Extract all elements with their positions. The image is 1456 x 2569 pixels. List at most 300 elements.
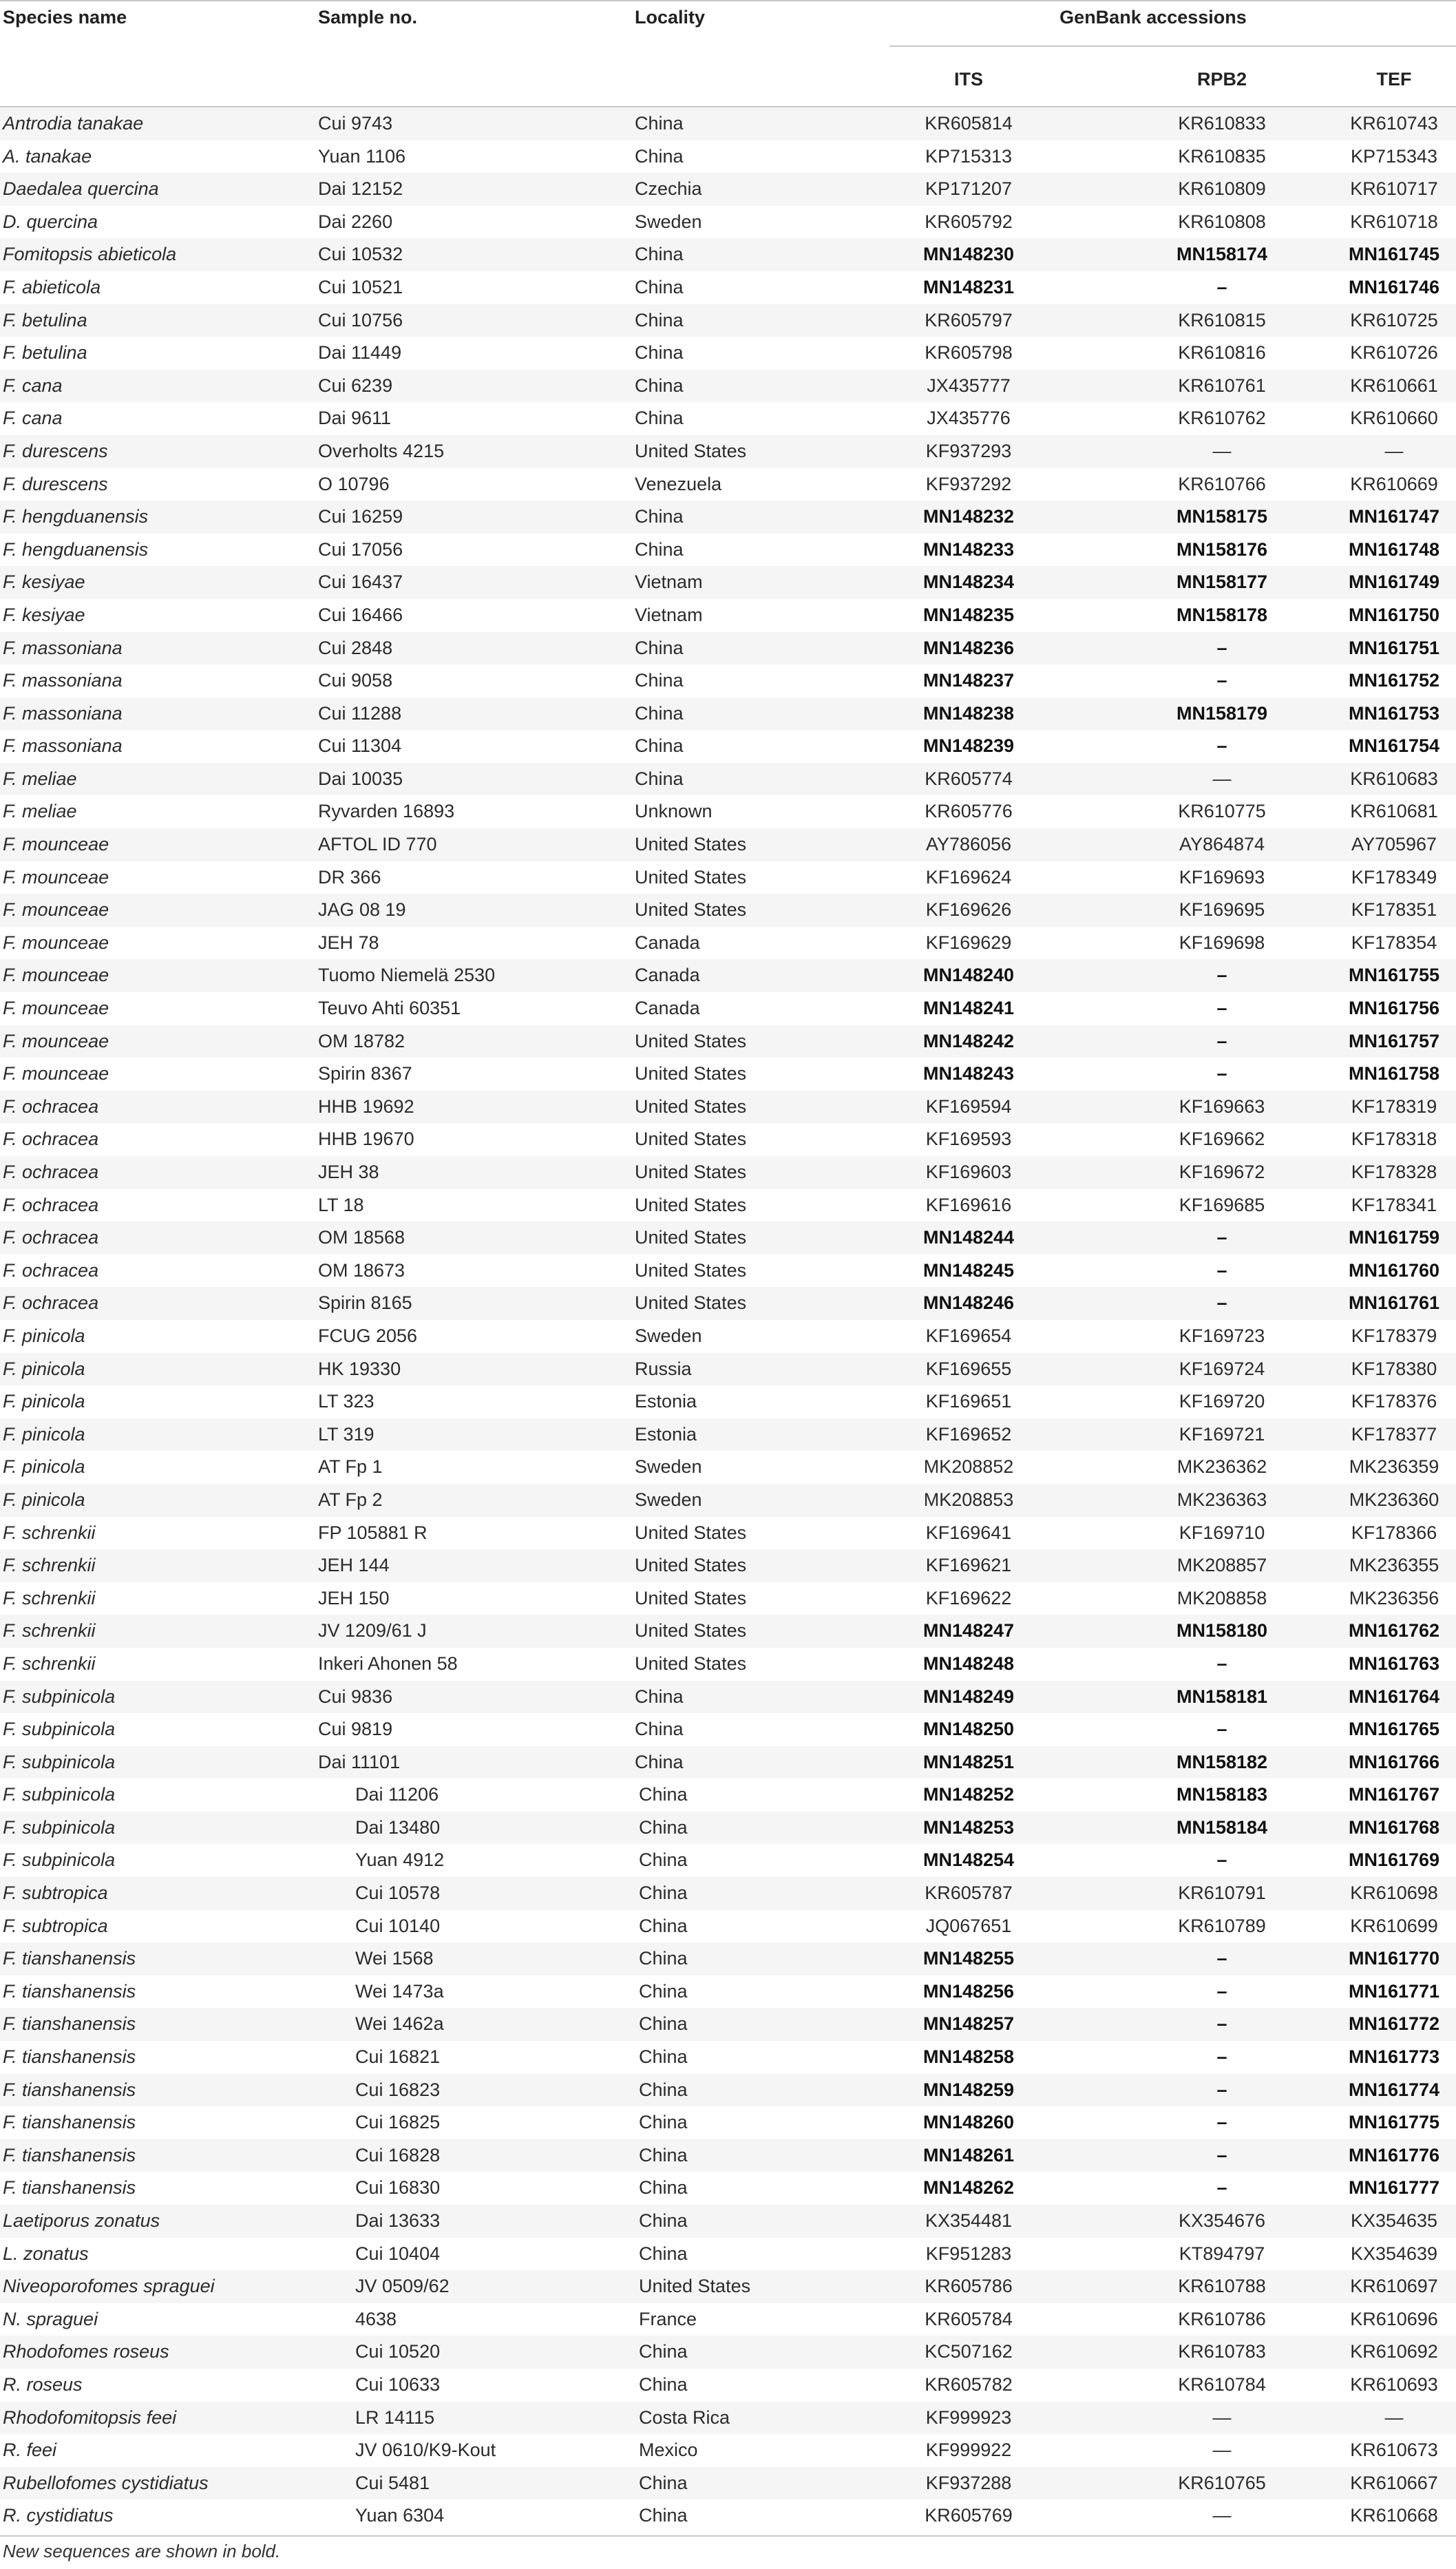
table-row bbox=[0, 730, 1456, 763]
tef-cell: KR610698 bbox=[1350, 1883, 1438, 1904]
species-cell: A. tanakae bbox=[3, 145, 92, 167]
rpb2-cell: KR610786 bbox=[1178, 2308, 1266, 2329]
its-cell: MN148231 bbox=[922, 276, 1015, 297]
its-cell: KF937288 bbox=[925, 2472, 1012, 2493]
sample-cell: Wei 1462a bbox=[355, 2013, 444, 2035]
header-its: ITS bbox=[953, 69, 983, 90]
rpb2-cell: KF169693 bbox=[1179, 866, 1265, 888]
species-cell: F. kesiyae bbox=[3, 604, 85, 625]
its-cell: AY786056 bbox=[925, 834, 1012, 855]
its-cell: MN148260 bbox=[922, 2112, 1015, 2133]
its-cell: KR605787 bbox=[925, 1883, 1013, 1904]
species-cell: F. massoniana bbox=[3, 702, 123, 724]
sample-cell: Spirin 8367 bbox=[318, 1063, 412, 1084]
its-cell: MN148230 bbox=[922, 244, 1015, 265]
sample-cell: Dai 11101 bbox=[318, 1751, 401, 1772]
tef-cell: KF178366 bbox=[1351, 1522, 1437, 1543]
its-cell: JQ067651 bbox=[925, 1915, 1012, 1936]
species-cell: F. mounceae bbox=[3, 965, 109, 986]
sample-cell: Dai 2260 bbox=[318, 211, 393, 232]
species-cell: F. schrenkii bbox=[3, 1555, 96, 1576]
species-cell: F. tianshanensis bbox=[3, 1980, 136, 2002]
table-row bbox=[0, 1353, 1456, 1386]
species-cell: F. tianshanensis bbox=[3, 2112, 136, 2133]
rpb2-cell: – bbox=[1216, 1719, 1227, 1740]
sample-cell: Wei 1568 bbox=[355, 1948, 434, 1969]
locality-cell: China bbox=[639, 2112, 688, 2133]
its-cell: KF169594 bbox=[925, 1095, 1012, 1117]
locality-cell: China bbox=[639, 2210, 688, 2231]
rpb2-cell: – bbox=[1216, 2112, 1227, 2133]
sample-cell: Cui 6239 bbox=[318, 375, 393, 396]
its-cell: MN148258 bbox=[922, 2046, 1015, 2068]
table-row bbox=[0, 206, 1456, 239]
locality-cell: China bbox=[635, 408, 684, 429]
rpb2-cell: – bbox=[1216, 276, 1227, 297]
locality-cell: China bbox=[639, 2505, 688, 2526]
sample-cell: JV 0509/62 bbox=[355, 2276, 450, 2297]
its-cell: MN148247 bbox=[922, 1620, 1015, 1642]
locality-cell: China bbox=[639, 2243, 688, 2264]
its-cell: MN148237 bbox=[922, 670, 1015, 691]
species-cell: F. ochracea bbox=[3, 1259, 99, 1281]
its-cell: KF169616 bbox=[925, 1194, 1012, 1215]
table-row bbox=[0, 1221, 1456, 1255]
table-row bbox=[0, 337, 1456, 370]
its-cell: KF169655 bbox=[925, 1358, 1012, 1379]
species-cell: F. meliae bbox=[3, 768, 77, 789]
sample-cell: Tuomo Niemelä 2530 bbox=[318, 965, 496, 986]
table-row bbox=[0, 698, 1456, 731]
tef-cell: MN161749 bbox=[1348, 572, 1440, 593]
table-row bbox=[0, 173, 1456, 206]
locality-cell: China bbox=[635, 145, 684, 167]
species-cell: F. subtropica bbox=[3, 1883, 108, 1904]
rpb2-cell: KR610809 bbox=[1178, 178, 1266, 200]
footnote: New sequences are shown in bold. bbox=[3, 2541, 281, 2561]
rpb2-cell: — bbox=[1212, 768, 1232, 789]
its-cell: KF169654 bbox=[925, 1325, 1012, 1346]
locality-cell: China bbox=[635, 1686, 684, 1707]
sample-cell: Cui 16825 bbox=[355, 2112, 441, 2133]
its-cell: KF937292 bbox=[925, 473, 1012, 494]
sample-cell: Cui 16259 bbox=[318, 506, 403, 527]
rpb2-cell: MN158182 bbox=[1176, 1751, 1268, 1772]
tef-cell: KF178318 bbox=[1351, 1129, 1437, 1150]
its-cell: MN148259 bbox=[922, 2079, 1015, 2100]
table-row bbox=[0, 1648, 1456, 1681]
sample-cell: Dai 13480 bbox=[355, 1816, 441, 1838]
sample-cell: FCUG 2056 bbox=[318, 1325, 418, 1346]
locality-cell: China bbox=[635, 538, 684, 560]
tef-cell: MN161753 bbox=[1348, 702, 1440, 724]
its-cell: MN148255 bbox=[922, 1948, 1015, 1969]
species-cell: F. subpinicola bbox=[3, 1816, 116, 1838]
locality-cell: United States bbox=[635, 1162, 747, 1182]
table-row bbox=[0, 1418, 1456, 1451]
table-row bbox=[0, 1910, 1456, 1943]
species-cell: Niveoporofomes spraguei bbox=[3, 2276, 215, 2297]
table-row bbox=[0, 2041, 1456, 2074]
species-cell: F. mounceae bbox=[3, 1063, 109, 1084]
tef-cell: KR610726 bbox=[1350, 342, 1438, 364]
table-row bbox=[0, 2303, 1456, 2336]
its-cell: KF999923 bbox=[925, 2407, 1012, 2428]
rpb2-cell: – bbox=[1216, 1030, 1227, 1051]
locality-cell: United States bbox=[635, 866, 747, 888]
table-row bbox=[0, 402, 1456, 435]
sample-cell: Cui 10756 bbox=[318, 309, 403, 331]
rpb2-cell: MN158180 bbox=[1176, 1620, 1268, 1642]
rpb2-cell: – bbox=[1216, 637, 1227, 658]
table-row bbox=[0, 1844, 1456, 1877]
its-cell: MN148257 bbox=[922, 2013, 1015, 2035]
sample-cell: Cui 9836 bbox=[318, 1686, 393, 1707]
sample-cell: AT Fp 2 bbox=[318, 1489, 383, 1510]
sample-cell: JV 0610/K9-Kout bbox=[355, 2440, 496, 2461]
locality-cell: Czechia bbox=[635, 178, 702, 200]
tef-cell: MN161755 bbox=[1348, 965, 1440, 986]
rpb2-cell: MN158183 bbox=[1176, 1784, 1268, 1805]
tef-cell: MN161777 bbox=[1348, 2177, 1440, 2199]
species-cell: F. pinicola bbox=[3, 1358, 85, 1379]
rpb2-cell: – bbox=[1216, 2046, 1227, 2068]
sample-cell: AT Fp 1 bbox=[318, 1456, 383, 1478]
species-cell: F. ochracea bbox=[3, 1095, 99, 1117]
locality-cell: China bbox=[635, 244, 684, 265]
sample-cell: Inkeri Ahonen 58 bbox=[318, 1653, 458, 1674]
sample-cell: Cui 16823 bbox=[355, 2079, 441, 2100]
header-tef: TEF bbox=[1376, 69, 1412, 90]
locality-cell: China bbox=[639, 2013, 688, 2035]
species-cell: F. ochracea bbox=[3, 1227, 99, 1248]
table-row bbox=[0, 1713, 1456, 1746]
sample-cell: Cui 16828 bbox=[355, 2144, 441, 2166]
rpb2-cell: KR610788 bbox=[1178, 2276, 1266, 2297]
rpb2-cell: KF169695 bbox=[1179, 899, 1265, 921]
species-cell: F. subpinicola bbox=[3, 1751, 116, 1772]
rpb2-cell: MN158176 bbox=[1176, 538, 1268, 560]
rpb2-cell: KR610835 bbox=[1178, 145, 1266, 167]
locality-cell: United States bbox=[635, 1555, 747, 1576]
table-row bbox=[0, 1615, 1456, 1648]
locality-cell: China bbox=[639, 2373, 688, 2395]
locality-cell: United States bbox=[635, 1587, 747, 1608]
sample-cell: HHB 19692 bbox=[318, 1095, 414, 1117]
table-row bbox=[0, 2106, 1456, 2139]
its-cell: MN148249 bbox=[922, 1686, 1015, 1707]
locality-cell: China bbox=[635, 768, 684, 789]
rpb2-cell: KF169698 bbox=[1179, 932, 1265, 953]
locality-cell: Vietnam bbox=[635, 604, 703, 625]
tef-cell: KR610699 bbox=[1350, 1915, 1438, 1936]
locality-cell: China bbox=[635, 276, 684, 297]
table-row bbox=[0, 1287, 1456, 1320]
tef-cell: MN161750 bbox=[1348, 604, 1440, 625]
its-cell: KF999922 bbox=[925, 2440, 1012, 2461]
locality-cell: China bbox=[639, 1849, 688, 1871]
rpb2-cell: MN158175 bbox=[1176, 506, 1268, 527]
species-cell: F. schrenkii bbox=[3, 1522, 96, 1543]
its-cell: KF169629 bbox=[925, 932, 1012, 953]
sample-cell: LT 18 bbox=[318, 1194, 364, 1215]
sample-cell: Cui 2848 bbox=[318, 637, 393, 658]
table-row bbox=[0, 2238, 1456, 2271]
sample-cell: Cui 10633 bbox=[355, 2373, 441, 2395]
its-cell: MN148239 bbox=[922, 735, 1015, 757]
sample-cell: Cui 10578 bbox=[355, 1883, 441, 1904]
its-cell: MN148261 bbox=[922, 2144, 1015, 2166]
tef-cell: MN161775 bbox=[1348, 2112, 1440, 2133]
tef-cell: KR610661 bbox=[1350, 375, 1438, 396]
sample-cell: Cui 16466 bbox=[318, 604, 403, 625]
locality-cell: United States bbox=[635, 1063, 747, 1084]
table-row bbox=[0, 2139, 1456, 2172]
table-row bbox=[0, 2074, 1456, 2107]
rpb2-cell: MK236362 bbox=[1177, 1456, 1267, 1478]
species-cell: F. pinicola bbox=[3, 1489, 85, 1510]
tef-cell: KF178328 bbox=[1351, 1162, 1437, 1182]
locality-cell: United States bbox=[635, 1030, 747, 1051]
rpb2-cell: KR610816 bbox=[1178, 342, 1266, 364]
tef-cell: MN161745 bbox=[1348, 244, 1440, 265]
its-cell: KF951283 bbox=[925, 2243, 1012, 2264]
tef-cell: KP715343 bbox=[1350, 145, 1438, 167]
sample-cell: OM 18673 bbox=[318, 1259, 405, 1281]
rpb2-cell: – bbox=[1216, 2079, 1227, 2100]
locality-cell: China bbox=[639, 2079, 688, 2100]
sample-cell: Cui 5481 bbox=[355, 2472, 430, 2493]
its-cell: MN148244 bbox=[922, 1227, 1015, 1248]
tef-cell: MN161756 bbox=[1348, 998, 1440, 1019]
species-cell: Rhodofomitopsis feei bbox=[3, 2407, 177, 2428]
header-rpb2: RPB2 bbox=[1196, 69, 1247, 90]
its-cell: KF169652 bbox=[925, 1423, 1012, 1445]
locality-cell: China bbox=[635, 702, 684, 724]
sample-cell: Yuan 1106 bbox=[318, 145, 406, 167]
table-row bbox=[0, 632, 1456, 665]
table-row bbox=[0, 959, 1456, 992]
rpb2-cell: KF169721 bbox=[1179, 1423, 1265, 1445]
locality-cell: United States bbox=[635, 899, 747, 921]
tef-cell: MN161767 bbox=[1348, 1784, 1440, 1805]
tef-cell: MN161772 bbox=[1348, 2013, 1440, 2035]
table-row bbox=[0, 2369, 1456, 2402]
locality-cell: China bbox=[635, 113, 684, 134]
its-cell: KR605797 bbox=[925, 309, 1013, 331]
sample-cell: JEH 144 bbox=[318, 1555, 390, 1576]
tef-cell: KR610683 bbox=[1350, 768, 1438, 789]
rpb2-cell: MN158177 bbox=[1176, 572, 1268, 593]
its-cell: KR605784 bbox=[925, 2308, 1013, 2329]
rpb2-cell: – bbox=[1216, 1063, 1227, 1084]
locality-cell: Mexico bbox=[639, 2440, 698, 2461]
rpb2-cell: KF169672 bbox=[1179, 1162, 1265, 1182]
its-cell: MN148256 bbox=[922, 1980, 1015, 2002]
species-cell: F. subpinicola bbox=[3, 1849, 116, 1871]
table-row bbox=[0, 1255, 1456, 1288]
rpb2-cell: KR610791 bbox=[1178, 1883, 1266, 1904]
its-cell: MN148233 bbox=[922, 538, 1015, 560]
locality-cell: United States bbox=[635, 1194, 747, 1215]
locality-cell: China bbox=[639, 1948, 688, 1969]
its-cell: MN148235 bbox=[922, 604, 1015, 625]
rpb2-cell: KR610775 bbox=[1178, 801, 1266, 822]
rpb2-cell: MK208858 bbox=[1177, 1587, 1267, 1608]
species-cell: F. tianshanensis bbox=[3, 1948, 136, 1969]
sample-cell: Dai 10035 bbox=[318, 768, 403, 789]
table-row bbox=[0, 2008, 1456, 2041]
header-locality: Locality bbox=[635, 7, 706, 28]
table-row bbox=[0, 566, 1456, 599]
locality-cell: China bbox=[639, 1915, 688, 1936]
locality-cell: China bbox=[635, 375, 684, 396]
locality-cell: United States bbox=[635, 1227, 747, 1248]
tef-cell: KF178341 bbox=[1351, 1194, 1437, 1215]
table-row bbox=[0, 2205, 1456, 2238]
header-species: Species name bbox=[3, 7, 127, 28]
rpb2-cell: KR610808 bbox=[1178, 211, 1266, 232]
rpb2-cell: – bbox=[1216, 2144, 1227, 2166]
locality-cell: United States bbox=[635, 1653, 747, 1674]
species-cell: Daedalea quercina bbox=[3, 178, 159, 200]
tef-cell: KR610696 bbox=[1350, 2308, 1438, 2329]
table-row bbox=[0, 927, 1456, 960]
table-row bbox=[0, 828, 1456, 861]
rpb2-cell: – bbox=[1216, 1292, 1227, 1314]
species-cell: F. mounceae bbox=[3, 932, 109, 953]
species-cell: F. schrenkii bbox=[3, 1620, 96, 1642]
its-cell: KR605798 bbox=[925, 342, 1013, 364]
sample-cell: Overholts 4215 bbox=[318, 440, 445, 461]
rpb2-cell: MK236363 bbox=[1177, 1489, 1267, 1510]
tef-cell: KF178376 bbox=[1351, 1391, 1437, 1412]
rpb2-cell: KR610789 bbox=[1178, 1915, 1266, 1936]
top-rule bbox=[0, 0, 1456, 1]
table-row bbox=[0, 271, 1456, 304]
species-cell: Rubellofomes cystidiatus bbox=[3, 2472, 209, 2493]
table-row bbox=[0, 992, 1456, 1025]
sample-cell: Cui 16437 bbox=[318, 572, 403, 593]
species-cell: F. ochracea bbox=[3, 1129, 99, 1150]
species-cell: F. cana bbox=[3, 375, 63, 396]
table-row bbox=[0, 1091, 1456, 1124]
locality-cell: Estonia bbox=[635, 1391, 697, 1412]
rpb2-cell: – bbox=[1216, 2177, 1227, 2199]
tef-cell: KR610743 bbox=[1350, 113, 1438, 134]
its-cell: MN148254 bbox=[922, 1849, 1015, 1871]
sample-cell: Dai 12152 bbox=[318, 178, 403, 200]
table-row bbox=[0, 2270, 1456, 2303]
tef-cell: MK236359 bbox=[1349, 1456, 1439, 1478]
rpb2-cell: KR610784 bbox=[1178, 2373, 1266, 2395]
rpb2-cell: KT894797 bbox=[1179, 2243, 1265, 2264]
table-row bbox=[0, 1812, 1456, 1845]
species-cell: R. cystidiatus bbox=[3, 2505, 114, 2526]
table-row bbox=[0, 1025, 1456, 1058]
its-cell: MN148242 bbox=[922, 1030, 1015, 1051]
table-row bbox=[0, 107, 1456, 140]
species-cell: F. subtropica bbox=[3, 1915, 108, 1936]
locality-cell: United States bbox=[635, 1620, 747, 1642]
table-row bbox=[0, 1517, 1456, 1550]
tef-cell: MN161760 bbox=[1348, 1259, 1440, 1281]
rpb2-cell: KF169663 bbox=[1179, 1095, 1265, 1117]
locality-cell: United States bbox=[635, 1259, 747, 1281]
species-cell: F. massoniana bbox=[3, 637, 123, 658]
table-row bbox=[0, 435, 1456, 468]
tef-cell: MN161765 bbox=[1348, 1719, 1440, 1740]
species-cell: F. ochracea bbox=[3, 1194, 99, 1215]
its-cell: KF169624 bbox=[925, 866, 1012, 888]
tef-cell: MN161766 bbox=[1348, 1751, 1440, 1772]
its-cell: KP171207 bbox=[925, 178, 1013, 200]
tef-cell: KR610681 bbox=[1350, 801, 1438, 822]
locality-cell: China bbox=[639, 2144, 688, 2166]
its-cell: MN148245 bbox=[922, 1259, 1015, 1281]
locality-cell: China bbox=[635, 309, 684, 331]
locality-cell: France bbox=[639, 2308, 697, 2329]
tef-cell: MK236356 bbox=[1349, 1587, 1439, 1608]
rpb2-cell: KF169720 bbox=[1179, 1391, 1265, 1412]
its-cell: KF169621 bbox=[925, 1555, 1012, 1576]
table-row bbox=[0, 1779, 1456, 1812]
sample-cell: FP 105881 R bbox=[318, 1522, 428, 1543]
species-cell: F. abieticola bbox=[3, 276, 101, 297]
rpb2-cell: KR610815 bbox=[1178, 309, 1266, 331]
sample-cell: Dai 9611 bbox=[318, 408, 392, 429]
table-row bbox=[0, 1451, 1456, 1484]
table-row bbox=[0, 1123, 1456, 1156]
tef-cell: KX354639 bbox=[1350, 2243, 1438, 2264]
bottom-rule bbox=[0, 2535, 1456, 2537]
tef-cell: — bbox=[1384, 2407, 1404, 2428]
tef-cell: MN161770 bbox=[1348, 1948, 1440, 1969]
rpb2-cell: KR610761 bbox=[1178, 375, 1266, 396]
table-row bbox=[0, 1582, 1456, 1615]
sample-cell: JEH 78 bbox=[318, 932, 379, 953]
tef-cell: MN161768 bbox=[1348, 1816, 1440, 1838]
its-cell: MN148252 bbox=[922, 1784, 1015, 1805]
locality-cell: China bbox=[635, 735, 684, 757]
locality-cell: United States bbox=[635, 1522, 747, 1543]
locality-cell: China bbox=[639, 1883, 688, 1904]
its-cell: KR605776 bbox=[925, 801, 1013, 822]
locality-cell: China bbox=[639, 2341, 688, 2362]
locality-cell: Canada bbox=[635, 998, 700, 1019]
locality-cell: Unknown bbox=[635, 801, 713, 822]
locality-cell: Costa Rica bbox=[639, 2407, 730, 2428]
species-cell: F. massoniana bbox=[3, 735, 123, 757]
its-cell: MN148246 bbox=[922, 1292, 1015, 1314]
locality-cell: China bbox=[639, 1980, 688, 2002]
species-cell: F. tianshanensis bbox=[3, 2144, 136, 2166]
locality-cell: United States bbox=[635, 834, 747, 855]
table-row bbox=[0, 861, 1456, 894]
species-cell: L. zonatus bbox=[3, 2243, 89, 2264]
sample-cell: JV 1209/61 J bbox=[318, 1620, 427, 1642]
species-cell: F. schrenkii bbox=[3, 1653, 96, 1674]
locality-cell: China bbox=[635, 342, 684, 364]
rpb2-cell: MN158179 bbox=[1176, 702, 1268, 724]
table-row bbox=[0, 1975, 1456, 2009]
tef-cell: MN161776 bbox=[1348, 2144, 1440, 2166]
species-cell: F. durescens bbox=[3, 473, 108, 494]
species-cell: F. betulina bbox=[3, 342, 87, 364]
its-cell: MN148240 bbox=[922, 965, 1015, 986]
locality-cell: United States bbox=[635, 440, 747, 461]
its-cell: KR605782 bbox=[925, 2373, 1013, 2395]
